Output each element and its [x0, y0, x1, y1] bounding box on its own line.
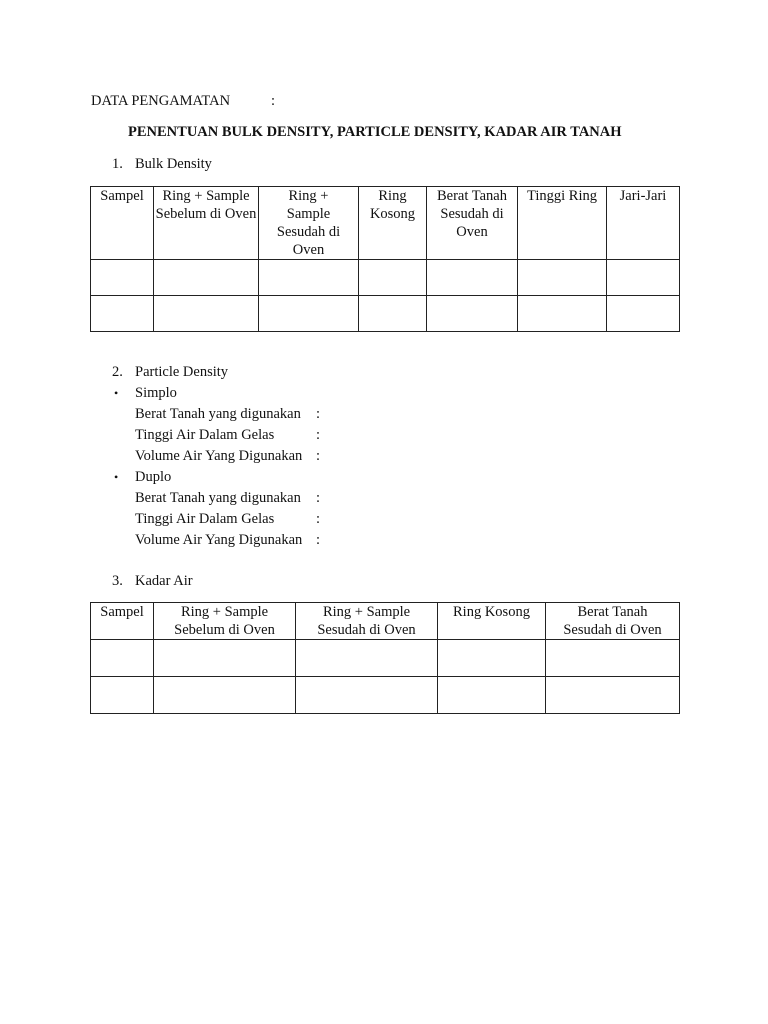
section1-heading: Bulk Density [135, 156, 212, 172]
table-cell[interactable] [427, 260, 518, 296]
simplo-field-colon: : [316, 448, 321, 464]
section3-heading: Kadar Air [135, 573, 193, 589]
duplo-field-label: Berat Tanah yang digunakan [135, 490, 301, 506]
header-label: DATA PENGAMATAN [91, 93, 231, 109]
simplo-field-label: Tinggi Air Dalam Gelas [135, 427, 275, 443]
table-cell[interactable] [91, 640, 154, 677]
table-cell[interactable] [607, 296, 680, 332]
duplo-field-label: Volume Air Yang Digunakan [135, 532, 303, 548]
section2-number: 2. [112, 364, 123, 380]
column-header-jari-jari: Jari-Jari [607, 187, 680, 260]
kadar-air-table [90, 602, 680, 714]
table-cell[interactable] [427, 296, 518, 332]
duplo-field-colon: : [316, 490, 321, 506]
column-header-ring-sample-sesudah: Ring + Sample Sesudah di Oven [259, 187, 359, 260]
table-cell[interactable] [359, 296, 427, 332]
table-cell[interactable] [154, 260, 259, 296]
table-cell[interactable] [296, 640, 438, 677]
table-row [91, 260, 680, 296]
table-cell[interactable] [607, 260, 680, 296]
table-header-row [91, 603, 680, 640]
table-cell[interactable] [259, 260, 359, 296]
column-header-berat-tanah: Berat Tanah Sesudah di Oven [546, 603, 680, 640]
table-cell[interactable] [438, 677, 546, 714]
table-row [91, 296, 680, 332]
table-cell[interactable] [546, 677, 680, 714]
simplo-field-colon: : [316, 427, 321, 443]
column-header-ring-sample-sebelum: Ring + Sample Sebelum di Oven [154, 187, 259, 260]
simplo-field-colon: : [316, 406, 321, 422]
column-header-berat-tanah: Berat Tanah Sesudah di Oven [427, 187, 518, 260]
column-header-ring-kosong: Ring Kosong [438, 603, 546, 640]
duplo-field-label: Tinggi Air Dalam Gelas [135, 511, 275, 527]
table-cell[interactable] [359, 260, 427, 296]
column-header-sampel: Sampel [91, 603, 154, 640]
table-cell[interactable] [259, 296, 359, 332]
table-cell[interactable] [296, 677, 438, 714]
table-cell[interactable] [546, 640, 680, 677]
table-cell[interactable] [154, 677, 296, 714]
section2-heading: Particle Density [135, 364, 229, 380]
header-colon: : [271, 93, 276, 109]
table-cell[interactable] [91, 260, 154, 296]
table-cell[interactable] [91, 677, 154, 714]
table-cell[interactable] [438, 640, 546, 677]
table-header-row [91, 187, 680, 260]
table-cell[interactable] [518, 260, 607, 296]
column-header-ring-sample-sebelum: Ring + Sample Sebelum di Oven [154, 603, 296, 640]
table-row [91, 677, 680, 714]
simplo-field-label: Berat Tanah yang digunakan [135, 406, 301, 422]
bullet-icon: • [114, 386, 119, 400]
table-row [91, 640, 680, 677]
column-header-tinggi-ring: Tinggi Ring [518, 187, 607, 260]
column-header-ring-kosong: Ring Kosong [359, 187, 427, 260]
duplo-label: Duplo [135, 469, 172, 485]
duplo-field-colon: : [316, 511, 321, 527]
section1-number: 1. [112, 156, 123, 172]
section3-number: 3. [112, 573, 123, 589]
simplo-label: Simplo [135, 385, 177, 401]
column-header-sampel: Sampel [91, 187, 154, 260]
table-cell[interactable] [518, 296, 607, 332]
bullet-icon: • [114, 470, 119, 484]
simplo-field-label: Volume Air Yang Digunakan [135, 448, 303, 464]
table-cell[interactable] [154, 640, 296, 677]
page-title: PENENTUAN BULK DENSITY, PARTICLE DENSITY, KADAR AIR TANAH [128, 124, 622, 140]
column-header-ring-sample-sesudah: Ring + Sample Sesudah di Oven [296, 603, 438, 640]
duplo-field-colon: : [316, 532, 321, 548]
bulk-density-table [90, 186, 680, 332]
table-cell[interactable] [154, 296, 259, 332]
table-cell[interactable] [91, 296, 154, 332]
